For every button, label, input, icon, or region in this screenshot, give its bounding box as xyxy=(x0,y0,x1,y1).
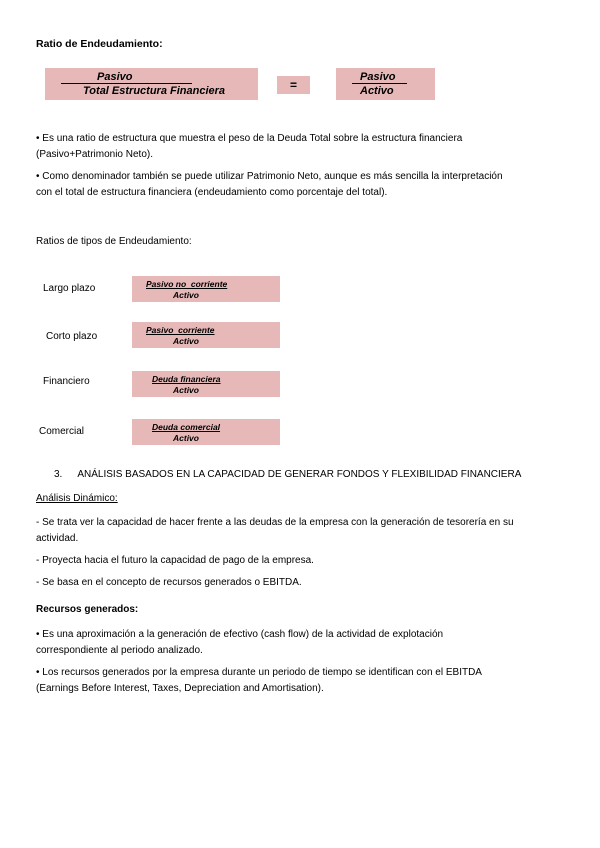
analisis-dinamico-lines xyxy=(36,515,566,591)
formula-fraction-box xyxy=(45,68,258,100)
section3-number: 3. xyxy=(54,469,63,480)
bullet-line: con el total de estructura financiera (endeudamiento como porcentaje del total). xyxy=(36,187,388,198)
section3-heading xyxy=(54,469,521,480)
paragraph-line: actividad. xyxy=(36,533,79,544)
formula-rhs-box xyxy=(336,68,435,100)
ratio-numerator: Deuda financiera xyxy=(152,374,221,384)
section1-bullets xyxy=(36,131,566,201)
bullet-line: • Como denominador también se puede utilizar Patrimonio Neto, aunque es más sencilla la interpretación xyxy=(36,171,503,182)
bullet-line: • Los recursos generados por la empresa durante un periodo de tiempo se identifican con el EBITDA xyxy=(36,667,482,678)
paragraph-line: - Se trata ver la capacidad de hacer frente a las deudas de la empresa con la generación de tesorería en su xyxy=(36,517,514,528)
bullet-line: • Es una aproximación a la generación de efectivo (cash flow) de la actividad de explotación xyxy=(36,629,444,640)
row-label-largo-plazo: Largo plazo xyxy=(43,283,96,294)
ratios-tipos-title: Ratios de tipos de Endeudamiento: xyxy=(36,236,192,247)
ratio-denominator: Activo xyxy=(173,385,199,395)
ratio-endeudamiento-title: Ratio de Endeudamiento: xyxy=(36,38,163,50)
row-label-comercial: Comercial xyxy=(39,426,85,437)
ratio-numerator: Pasivo no corriente xyxy=(146,279,228,289)
analisis-dinamico-title: Análisis Dinámico: xyxy=(36,493,118,504)
row-label-financiero: Financiero xyxy=(43,376,90,387)
section3-title: ANÁLISIS BASADOS EN LA CAPACIDAD DE GENERAR FONDOS Y FLEXIBILIDAD FINANCIERA xyxy=(77,469,522,480)
formula-equals-box xyxy=(277,76,310,94)
formula-numerator: Pasivo xyxy=(61,71,192,84)
formula-rhs-denominator: Activo xyxy=(360,85,394,97)
ratio-box-corto-plazo xyxy=(132,322,280,348)
ratio-numerator: Deuda comercial xyxy=(152,422,221,432)
bullet-line: correspondiente al periodo analizado. xyxy=(36,645,203,656)
ratio-box-financiero xyxy=(132,371,280,397)
row-label-corto-plazo: Corto plazo xyxy=(46,331,98,342)
recursos-generados-lines xyxy=(36,627,566,697)
bullet-line: (Pasivo+Patrimonio Neto). xyxy=(36,149,153,160)
ratio-denominator: Activo xyxy=(173,433,199,443)
bullet-line: (Earnings Before Interest, Taxes, Depreciation and Amortisation). xyxy=(36,683,324,694)
formula-rhs-numerator: Pasivo xyxy=(352,71,407,84)
ratio-numerator: Pasivo corriente xyxy=(146,325,215,335)
bullet-line: • Es una ratio de estructura que muestra el peso de la Deuda Total sobre la estructura financiera xyxy=(36,133,463,144)
formula-equals: = xyxy=(289,78,297,92)
formula-denominator: Total Estructura Financiera xyxy=(83,85,226,97)
recursos-generados-title: Recursos generados: xyxy=(36,604,139,615)
ratio-box-comercial xyxy=(132,419,280,445)
ratio-denominator: Activo xyxy=(173,290,199,300)
ratio-box-largo-plazo xyxy=(132,276,280,302)
paragraph-line: - Proyecta hacia el futuro la capacidad de pago de la empresa. xyxy=(36,555,314,566)
ratio-denominator: Activo xyxy=(173,336,199,346)
paragraph-line: - Se basa en el concepto de recursos generados o EBITDA. xyxy=(36,577,302,588)
